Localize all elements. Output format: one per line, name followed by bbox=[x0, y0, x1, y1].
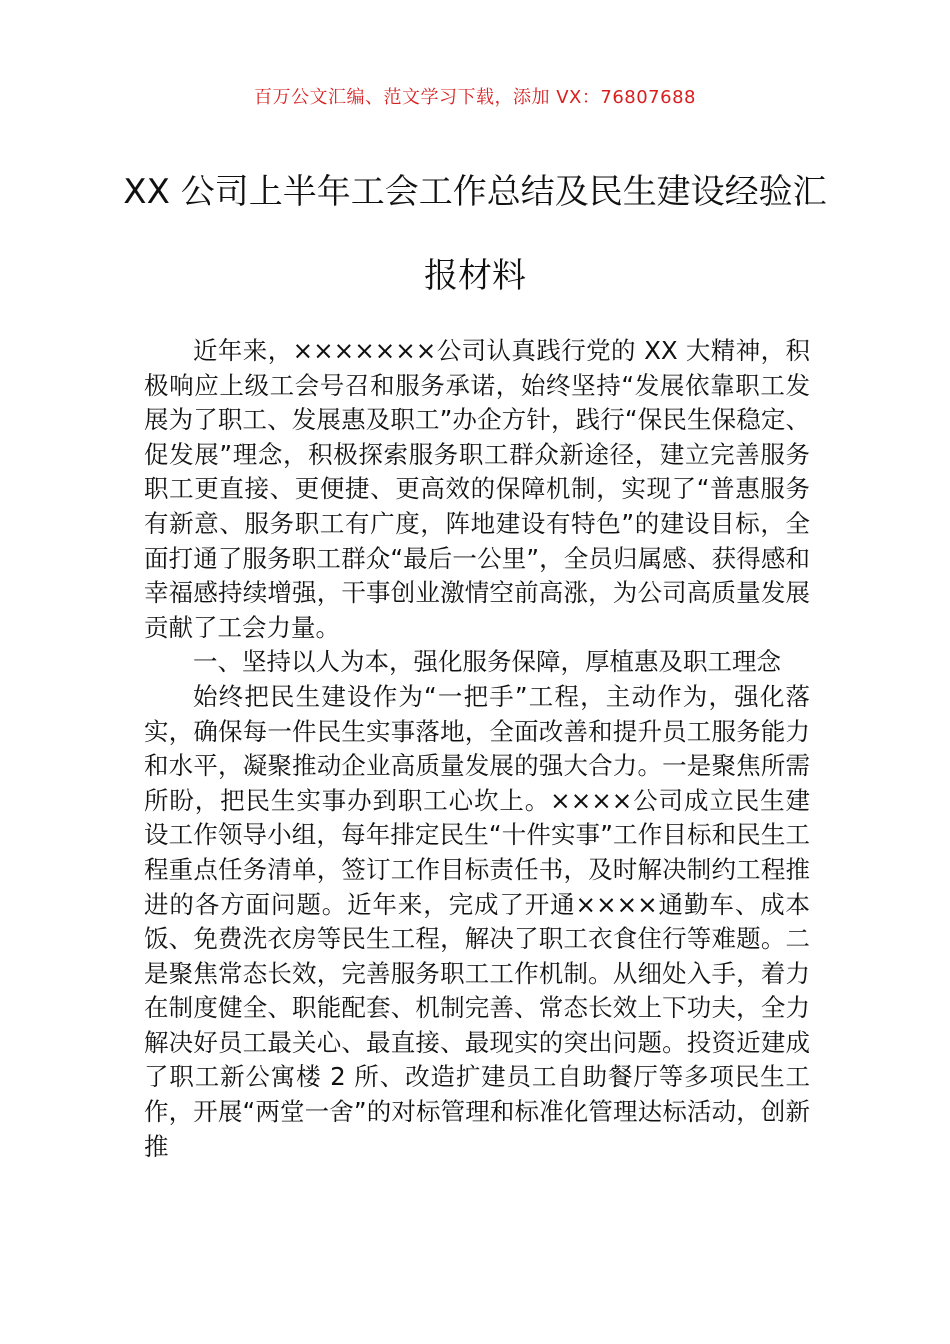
watermark-text: 百万公文汇编、范文学习下载，添加 VX：76807688 bbox=[254, 87, 696, 108]
section-heading-1: 一、坚持以人为本，强化服务保障，厚植惠及职工理念 bbox=[193, 647, 781, 677]
paragraph-section-1: 始终把民生建设作为“一把手”工程，主动作为，强化落实，确保每一件民生实事落地，全面改善和提升员工服务能力和水平，凝聚推动企业高质量发展的强大合力。一是聚焦所需所盼，把民生实事办到职工心坎上。××××公司成立民生建设工作领导小组，每年排定民生“十件实事”工作目标和民生工程重点任务清单，签订工作目标责任书，及时解决制约工程推进的各方面问题。近年来，完成了开通××××通勤车、成本饭、免费洗衣房等民生工程，解决了职工衣食住行等难题。二是聚焦常态长效，完善服务职工工作机制。从细处入手，着力在制度健全、职能配套、机制完善、常态长效上下功夫，全力解决好员工最关心、最直接、最现实的突出问题。投资近建成了职工新公寓楼 2 所、改造扩建员工自助餐厅等多项民生工作，开展“两堂一舍”的对标管理和标准化管理达标活动，创新推 bbox=[144, 681, 810, 1161]
document-body bbox=[144, 334, 810, 1164]
paragraph-intro: 近年来，×××××××公司认真践行党的 XX 大精神，积极响应上级工会号召和服务承诺，始终坚持“发展依靠职工发展为了职工、发展惠及职工”办企方针，践行“保民生保稳定、促发展”理念，积极探索服务职工群众新途径，建立完善服务职工更直接、更便捷、更高效的保障机制，实现了“普惠服务有新意、服务职工有广度，阵地建设有特色”的建设目标，全面打通了服务职工群众“最后一公里”，全员归属感、获得感和幸福感持续增强，干事创业激情空前高涨，为公司高质量发展贡献了工会力量。 bbox=[144, 336, 810, 642]
document-title: XX 公司上半年工会工作总结及民生建设经验汇报材料 bbox=[123, 172, 827, 296]
